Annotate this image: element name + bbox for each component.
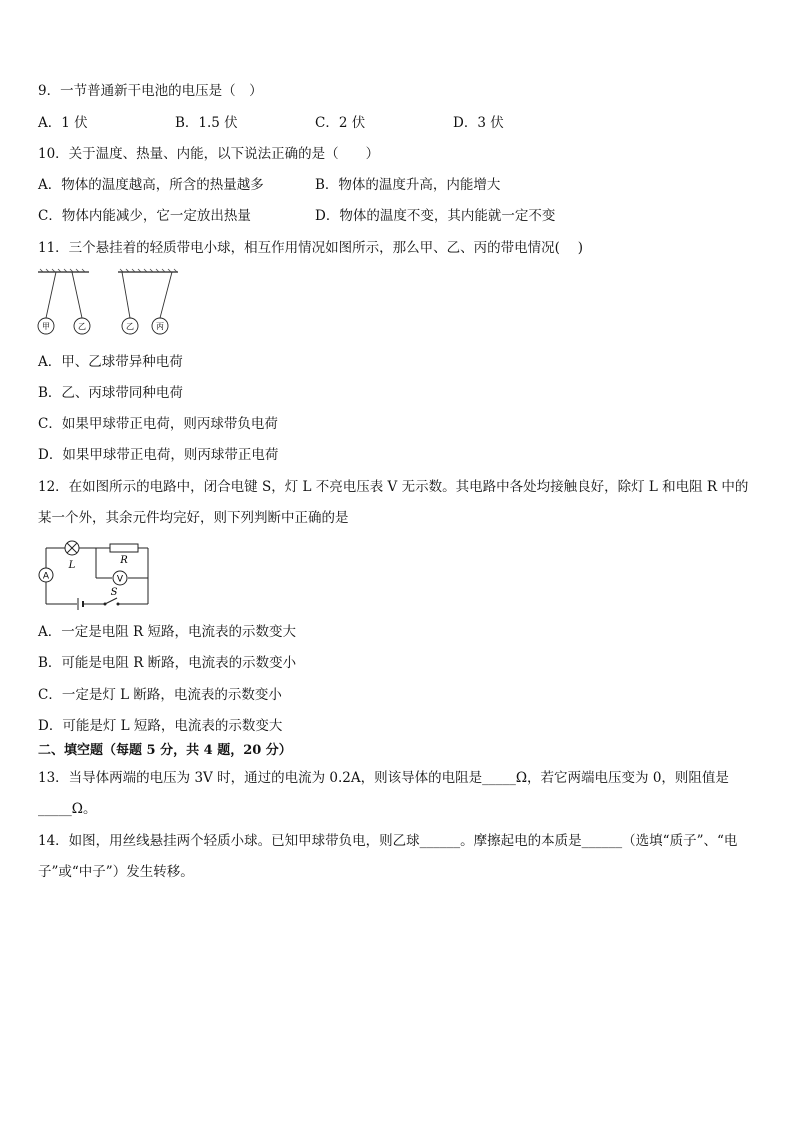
lamp	[65, 541, 79, 571]
q11-option-d: D．如果甲球带正电荷，则丙球带正电荷	[38, 447, 279, 463]
ball-yi-left-label: 乙	[78, 322, 86, 331]
thread-yi-left	[72, 272, 82, 318]
q9-option-d: D．3 伏	[453, 115, 504, 131]
q12-stem-line2: 某一个外，其余元件均完好，则下列判断中正确的是	[38, 510, 349, 526]
q9-stem: 9．一节普通新干电池的电压是（ ）	[38, 83, 263, 99]
ball-jia-label: 甲	[42, 322, 50, 331]
thread-yi-right	[122, 272, 130, 318]
q9-option-a: A．1 伏	[38, 115, 88, 131]
switch	[104, 587, 120, 606]
q14-line1: 14．如图，用丝线悬挂两个轻质小球。已知甲球带负电，则乙球______。摩擦起电的本质是______（选填“质子”、“电	[38, 833, 738, 849]
ball-jia	[38, 318, 54, 334]
q14-line2: 子”或“中子”）发生转移。	[38, 864, 194, 880]
q9-option-b: B．1.5 伏	[175, 115, 238, 131]
q10-option-b: B．物体的温度升高，内能增大	[315, 177, 501, 193]
support-bar-right	[118, 269, 178, 272]
q10-option-c: C．物体内能减少，它一定放出热量	[38, 208, 251, 224]
switch-label: S	[110, 587, 118, 598]
q13-line1: 13．当导体两端的电压为 3V 时，通过的电流为 0.2A，则该导体的电阻是_____Ω，若它两端电压变为 0，则阻值是	[38, 770, 729, 786]
thread-bing	[160, 272, 172, 318]
q11-option-a: A．甲、乙球带异种电荷	[38, 354, 183, 370]
resistor	[110, 544, 138, 566]
lamp-label: L	[68, 560, 76, 571]
thread-jia	[46, 272, 56, 318]
q12-option-b: B．可能是电阻 R 断路，电流表的示数变小	[38, 655, 297, 671]
ball-bing	[152, 318, 168, 334]
q11-figure-charged-balls	[34, 266, 184, 338]
q10-option-d: D．物体的温度不变，其内能就一定不变	[315, 208, 556, 224]
q12-option-c: C．一定是灯 L 断路，电流表的示数变小	[38, 687, 282, 703]
q11-option-b: B．乙、丙球带同种电荷	[38, 385, 183, 401]
q11-stem: 11．三个悬挂着的轻质带电小球，相互作用情况如图所示，那么甲、乙、丙的带电情况( )	[38, 240, 584, 256]
resistor-label: R	[120, 555, 128, 566]
q12-option-a: A．一定是电阻 R 短路，电流表的示数变大	[38, 624, 296, 640]
q11-option-c: C．如果甲球带正电荷，则丙球带负电荷	[38, 416, 278, 432]
q10-stem: 10．关于温度、热量、内能，以下说法正确的是（ ）	[38, 146, 380, 162]
ball-yi-right	[122, 318, 138, 334]
ammeter	[39, 568, 53, 582]
battery	[78, 598, 83, 610]
q13-line2: _____Ω。	[38, 801, 97, 817]
section2-title: 二、填空题（每题 5 分，共 4 题，20 分）	[38, 743, 292, 758]
ball-bing-label: 丙	[156, 322, 164, 331]
q9-option-c: C．2 伏	[315, 115, 366, 131]
ammeter-label: A	[42, 571, 50, 582]
q12-figure-circuit	[34, 538, 156, 610]
ball-yi-right-label: 乙	[126, 322, 134, 331]
support-bar-left	[38, 269, 89, 272]
voltmeter	[113, 571, 127, 585]
q12-stem-line1: 12．在如图所示的电路中，闭合电键 S，灯 L 不亮电压表 V 无示数。其电路中各处均接触良好，除灯 L 和电阻 R 中的	[38, 479, 749, 495]
ball-yi-left	[74, 318, 90, 334]
q12-option-d: D．可能是灯 L 短路，电流表的示数变大	[38, 718, 283, 734]
voltmeter-label: V	[116, 574, 124, 585]
q10-option-a: A．物体的温度越高，所含的热量越多	[38, 177, 264, 193]
